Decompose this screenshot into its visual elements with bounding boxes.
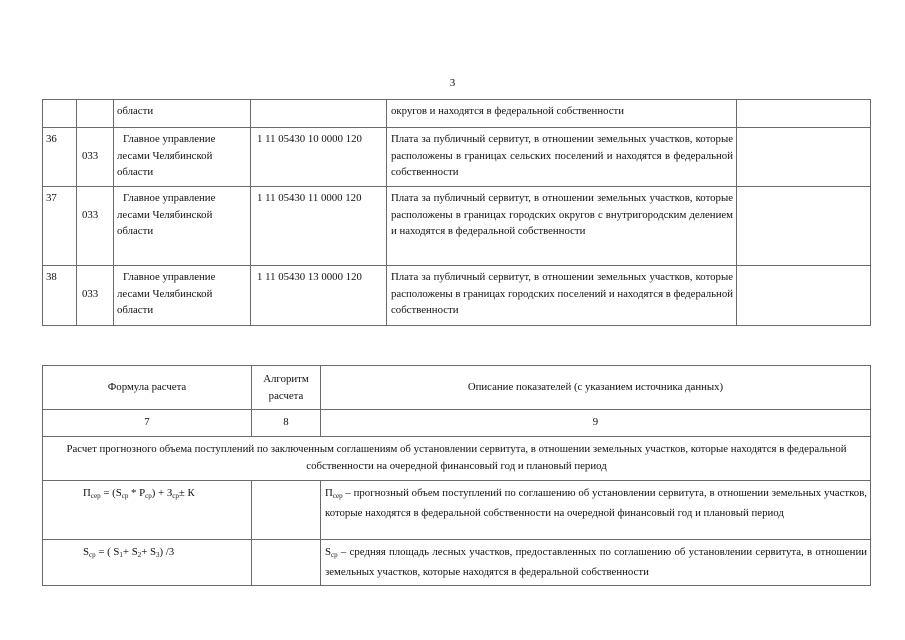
row-num-cell [43, 100, 77, 128]
column-numbers-row [43, 410, 871, 437]
name-text: округов и находятся в федеральной собственности [391, 105, 625, 117]
column-number: 8 [252, 410, 321, 437]
code-cell: 033 [77, 187, 114, 266]
name-cell: Плата за публичный сервитут, в отношении земельных участков, которые расположены в границах городских округов с внутригородским делением и находятся в федеральной собственности [387, 187, 737, 266]
name-cell: Плата за публичный сервитут, в отношении земельных участков, которые расположены в границах городских поселений и находятся в федеральной собственности [387, 266, 737, 326]
org-line: Главное управление [123, 133, 216, 145]
header-row [43, 366, 871, 410]
empty-cell [737, 187, 871, 266]
name-cell [387, 100, 737, 128]
org-line: области [117, 304, 154, 316]
section-row [43, 437, 871, 481]
code-cell [77, 100, 114, 128]
table-row [43, 266, 871, 326]
table-row [43, 128, 871, 187]
org-cell [114, 187, 251, 266]
code-cell: 033 [77, 266, 114, 326]
org-line: лесами Челябинской [117, 208, 213, 221]
code-cell: 033 [77, 128, 114, 187]
table-row [43, 187, 871, 266]
row-num-cell: 38 [43, 266, 77, 326]
org-line: Главное управление [123, 271, 216, 283]
formula-cell [43, 540, 252, 586]
section-title: Расчет прогнозного объема поступлений по заключенным соглашениям об установлении сервитута, в отношении земельных участков, которые находятся в федеральной собственности на очередной финансовый год и плановый период [43, 437, 871, 481]
kbk-cell [251, 100, 387, 128]
table-row [43, 100, 871, 128]
name-cell: Плата за публичный сервитут, в отношении земельных участков, которые расположены в границах сельских поселений и находятся в федеральной собственности [387, 128, 737, 187]
org-line: области [117, 166, 154, 178]
org-line: Главное управление [123, 192, 216, 204]
header-algorithm: Алгоритм расчета [252, 366, 321, 410]
page-number: 3 [449, 77, 456, 89]
column-number: 9 [321, 410, 871, 437]
kbk-cell: 1 11 05430 10 0000 120 [251, 128, 387, 187]
column-number: 7 [43, 410, 252, 437]
table-row [43, 481, 871, 540]
calculation-formulas-table [42, 365, 871, 586]
description-cell: $S_{ср}$ – средняя площадь лесных участков, предоставленных по соглашению об установлении сервитута, в отношении земельных участков, которые находятся в федеральной собственности [321, 540, 871, 586]
org-cell [114, 128, 251, 187]
description-cell: $П_{сер}$ – прогнозный объем поступлений по соглашению об установлении сервитута, в отношении земельных участков, которые находятся в федеральной собственности на очередной финансовый год и плановый период [321, 481, 871, 540]
table-row [43, 540, 871, 586]
org-line: лесами Челябинской [117, 149, 213, 162]
org-line: лесами Челябинской [117, 287, 213, 300]
org-line: области [117, 225, 154, 237]
formula-text: $П_{сер} = (S_{ср} * P_{ср}) + З_{ср}\pm К$ [83, 487, 195, 500]
row-num-cell: 37 [43, 187, 77, 266]
header-description: Описание показателей (с указанием источника данных) [321, 366, 871, 410]
empty-cell [737, 100, 871, 128]
org-cell [114, 100, 251, 128]
formula-cell [43, 481, 252, 540]
algorithm-cell [252, 481, 321, 540]
revenue-codes-table [42, 99, 871, 326]
empty-cell [737, 266, 871, 326]
org-cell [114, 266, 251, 326]
empty-cell [737, 128, 871, 187]
header-formula: Формула расчета [43, 366, 252, 410]
kbk-cell: 1 11 05430 13 0000 120 [251, 266, 387, 326]
kbk-cell: 1 11 05430 11 0000 120 [251, 187, 387, 266]
formula-text: $S_{ср}$ = ( $S_1+ S_2+ S_3$) /3 [83, 546, 175, 559]
org-text: области [117, 105, 154, 117]
row-num-cell: 36 [43, 128, 77, 187]
algorithm-cell [252, 540, 321, 586]
